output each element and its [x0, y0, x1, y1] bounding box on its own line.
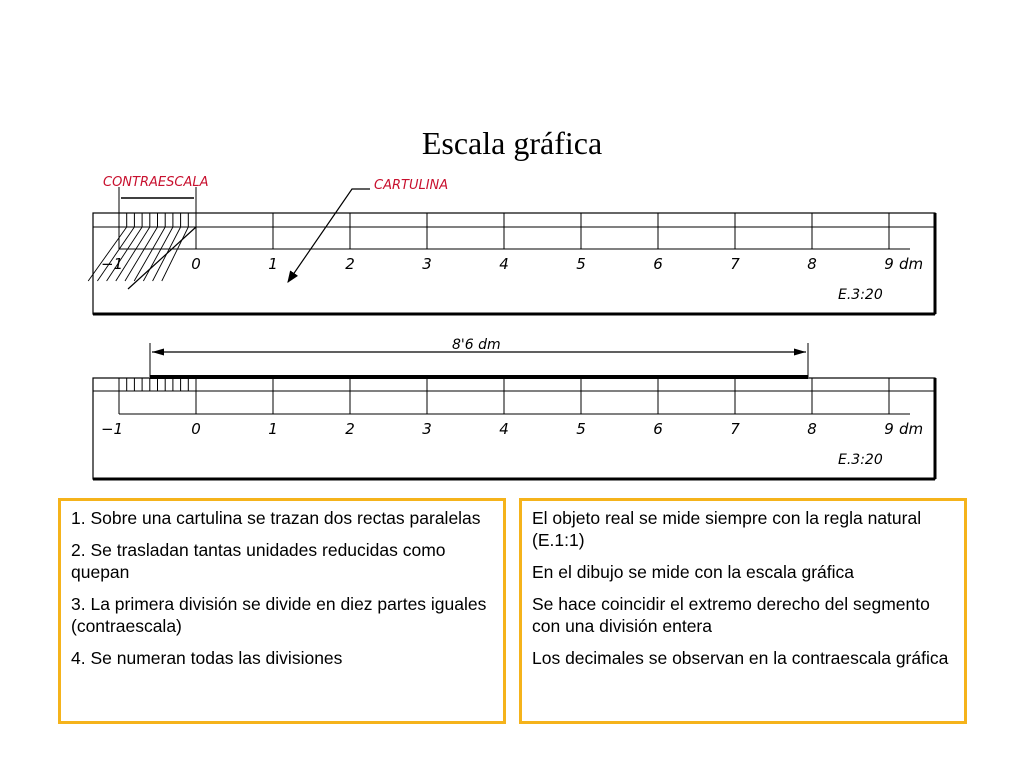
division-number: 4 — [499, 255, 509, 273]
steps-box — [58, 498, 506, 724]
note-item: Se hace coincidir el extremo derecho del segmento con una división entera — [532, 594, 930, 636]
division-number: 5 — [576, 420, 586, 438]
division-number: 5 — [576, 255, 586, 273]
notes-box — [519, 498, 967, 724]
division-number: 2 — [345, 255, 355, 273]
division-number: 3 — [422, 255, 432, 273]
division-number: 8 — [807, 420, 817, 438]
measure-label: 8'6 dm — [452, 337, 501, 353]
division-number: −1 — [100, 255, 124, 273]
division-number: 9 — [884, 255, 894, 273]
note-item: En el dibujo se mide con la escala gráfica — [532, 562, 854, 582]
division-number: 1 — [268, 420, 278, 438]
contraescala-label: CONTRAESCALA — [103, 175, 209, 190]
division-number: 0 — [191, 420, 201, 438]
division-number: 4 — [499, 420, 509, 438]
division-numbers-bottom — [101, 420, 894, 438]
division-number: 2 — [345, 420, 355, 438]
division-number: −1 — [100, 420, 124, 438]
division-number: 7 — [730, 255, 740, 273]
division-number: 9 — [884, 420, 894, 438]
note-item: Los decimales se observan en la contraescala gráfica — [532, 648, 949, 668]
scale-label-bottom: E.3:20 — [838, 452, 883, 468]
division-numbers-top — [101, 255, 894, 273]
division-number: 0 — [191, 255, 201, 273]
division-number: 7 — [730, 420, 740, 438]
unit-label-top: dm — [899, 255, 924, 273]
scale-label-top: E.3:20 — [838, 287, 883, 303]
step-item: 1. Sobre una cartulina se trazan dos rectas paralelas — [71, 508, 481, 528]
step-item: 4. Se numeran todas las divisiones — [71, 648, 343, 668]
contraescala-transversal — [143, 227, 173, 281]
contraescala-transversal — [125, 227, 158, 281]
division-number: 8 — [807, 255, 817, 273]
step-item: 2. Se trasladan tantas unidades reducidas como quepan — [71, 540, 446, 582]
division-number: 1 — [268, 255, 278, 273]
division-number: 3 — [422, 420, 432, 438]
cartulina-label: CARTULINA — [374, 178, 449, 193]
step-item: 3. La primera división se divide en diez partes iguales (contraescala) — [71, 594, 487, 636]
contraescala-transversal — [134, 227, 165, 281]
contraescala-dimension — [119, 187, 196, 213]
division-number: 6 — [653, 420, 663, 438]
note-item: El objeto real se mide siempre con la regla natural (E.1:1) — [532, 508, 922, 550]
cartulina-arrow — [288, 189, 370, 282]
division-number: 6 — [653, 255, 663, 273]
unit-label-bottom: dm — [899, 420, 924, 438]
page-title: Escala gráfica — [421, 125, 603, 161]
